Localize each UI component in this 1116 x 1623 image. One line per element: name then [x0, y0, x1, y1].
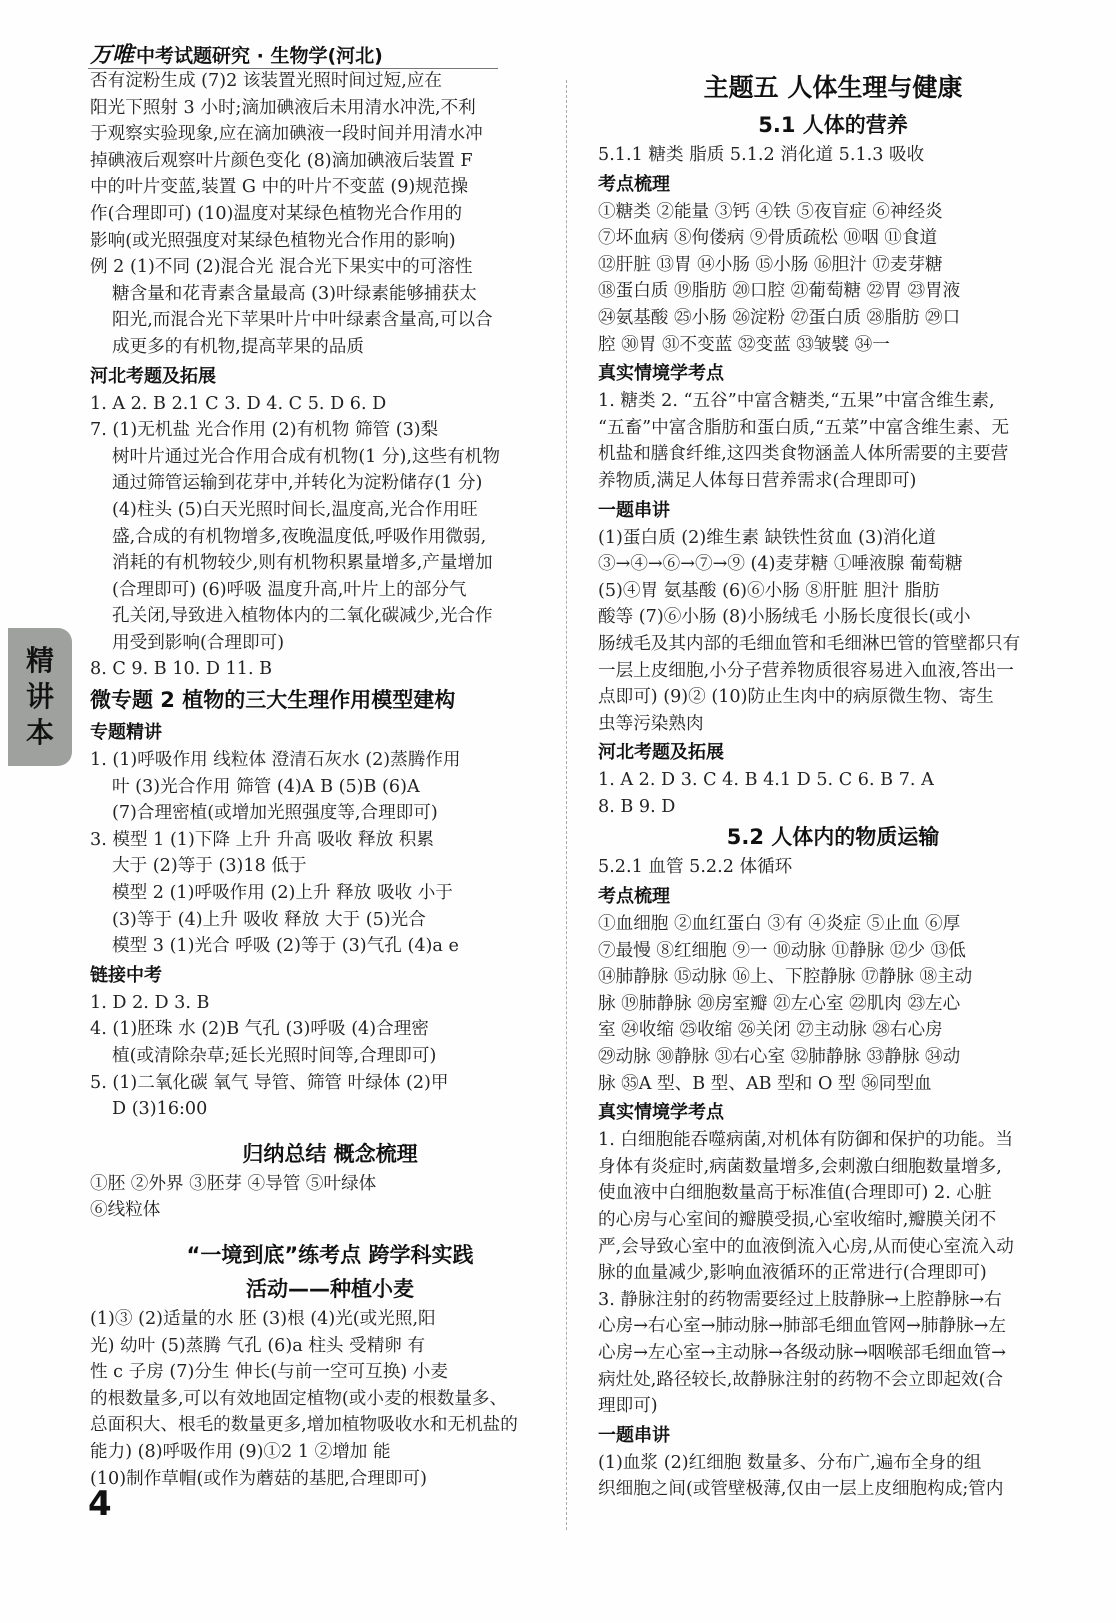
text-line: 总面积大、根毛的数量更多,增加植物吸收水和无机盐的 [90, 1415, 518, 1436]
text-line: 盛,合成的有机物增多,夜晚温度低,呼吸作用微弱, [112, 526, 487, 547]
text-line: 织细胞之间(或管壁极薄,仅由一层上皮细胞构成;管内 [598, 1479, 1004, 1500]
text-line: 孔关闭,导致进入植物体内的二氧化碳减少,光合作 [112, 606, 493, 627]
text-line: 1. A 2. B 2.1 C 3. D 4. C 5. D 6. D [90, 393, 387, 414]
section-heading: 链接中考 [90, 964, 162, 986]
text-line: 掉碘液后观察叶片颜色变化 (8)滴加碘液后装置 F [90, 150, 473, 171]
text-line: ⑫肝脏 ⑬胃 ⑭小肠 ⑮小肠 ⑯胆汁 ⑰麦芽糖 [598, 254, 943, 275]
text-line: 3. 模型 1 (1)下降 上升 升高 吸收 释放 积累 [90, 829, 434, 850]
section-heading: 考点梳理 [598, 173, 670, 195]
text-line: ⑱蛋白质 ⑲脂肪 ⑳口腔 ㉑葡萄糖 ㉒胃 ㉓胃液 [598, 281, 961, 302]
centered-heading: “一境到底”练考点 跨学科实践 [186, 1242, 474, 1267]
text-line: 作(合理即可) (10)温度对某绿色植物光合作用的 [90, 203, 463, 224]
text-line: 养物质,满足人体每日营养需求(合理即可) [598, 470, 917, 491]
text-line: 8. B 9. D [598, 796, 676, 817]
text-line: 光) 幼叶 (5)蒸腾 气孔 (6)a 柱头 受精卵 有 [90, 1335, 426, 1356]
text-line: 成更多的有机物,提高苹果的品质 [112, 336, 364, 357]
right-column [598, 68, 1068, 1503]
text-line: 点即可) (9)② (10)防止生肉中的病原微生物、寄生 [598, 687, 994, 708]
section-heading: 河北考题及拓展 [598, 742, 724, 764]
text-line: 5. (1)二氧化碳 氧气 导管、筛管 叶绿体 (2)甲 [90, 1072, 449, 1093]
text-line: ⑦坏血病 ⑧佝偻病 ⑨骨质疏松 ⑩咽 ⑪食道 [598, 228, 938, 249]
text-line: 例 2 (1)不同 (2)混合光 混合光下果实中的可溶性 [90, 257, 473, 278]
text-line: 脉 ㉟A 型、B 型、AB 型和 O 型 ㊱同型血 [598, 1073, 932, 1094]
text-line: (5)④胃 氨基酸 (6)⑥小肠 ⑧肝脏 胆汁 脂肪 [598, 580, 940, 601]
section-heading: 真实情境学考点 [598, 1102, 724, 1124]
text-line: ㉔氨基酸 ㉕小肠 ㉖淀粉 ㉗蛋白质 ㉘脂肪 ㉙口 [598, 307, 961, 328]
text-line: 脉的血量减少,影响血液循环的正常进行(合理即可) [598, 1263, 987, 1284]
text-line: ①血细胞 ②血红蛋白 ③有 ④炎症 ⑤止血 ⑥厚 [598, 914, 961, 935]
text-line: 中的叶片变蓝,装置 G 中的叶片不变蓝 (9)规范操 [90, 177, 469, 198]
text-line: (3)等于 (4)上升 吸收 释放 大于 (5)光合 [112, 909, 426, 930]
spacer [90, 1123, 570, 1137]
text-line: 树叶片通过光合作用合成有机物(1 分),这些有机物 [112, 446, 500, 467]
text-line: “五畜”中富含脂肪和蛋白质,“五菜”中富含维生素、无 [598, 417, 1010, 438]
page-header [90, 38, 383, 68]
text-line: 模型 3 (1)光合 呼吸 (2)等于 (3)气孔 (4)a e [112, 936, 459, 957]
text-line: (1)蛋白质 (2)维生素 缺铁性贫血 (3)消化道 [598, 527, 936, 548]
text-line: (1)血浆 (2)红细胞 数量多、分布广,遍布全身的组 [598, 1452, 982, 1473]
text-line: 叶 (3)光合作用 筛管 (4)A B (5)B (6)A [112, 776, 420, 797]
section-heading: 考点梳理 [598, 886, 670, 908]
centered-heading: 活动——种植小麦 [246, 1276, 414, 1301]
section-heading: 专题精讲 [90, 722, 162, 744]
text-line: 虫等污染熟肉 [598, 713, 704, 734]
text-line: 消耗的有机物较少,则有机物积累量增多,产量增加 [112, 553, 493, 574]
book-title: 中考试题研究 · 生物学(河北) [136, 45, 383, 67]
text-line: 否有淀粉生成 (7)2 该装置光照时间过短,应在 [90, 71, 442, 91]
text-line: 3. 静脉注射的药物需要经过上肢静脉→上腔静脉→右 [598, 1289, 1002, 1310]
text-line: 于观察实验现象,应在滴加碘液一段时间并用清水冲 [90, 124, 483, 145]
brand-logo: 万唯 [90, 43, 135, 68]
text-line: D (3)16:00 [112, 1099, 208, 1120]
text-line: ①糖类 ②能量 ③钙 ④铁 ⑤夜盲症 ⑥神经炎 [598, 201, 943, 222]
text-line: 病灶处,路径较长,故静脉注射的药物不会立即起效(合 [598, 1369, 1004, 1390]
text-line: 心房→右心室→肺动脉→肺部毛细血管网→肺静脉→左 [598, 1316, 1006, 1337]
text-line: (合理即可) (6)呼吸 温度升高,叶片上的部分气 [112, 579, 467, 600]
side-tab-char: 本 [25, 716, 54, 749]
text-line: 5.1.1 糖类 脂质 5.1.2 消化道 5.1.3 吸收 [598, 145, 925, 165]
text-line: 脉 ⑲肺静脉 ⑳房室瓣 ㉑左心室 ㉒肌肉 ㉓左心 [598, 993, 961, 1014]
text-line: 酸等 (7)⑥小肠 (8)小肠绒毛 小肠长度很长(或小 [598, 607, 971, 628]
text-line: 室 ㉔收缩 ㉕收缩 ㉖关闭 ㉗主动脉 ㉘右心房 [598, 1020, 943, 1041]
text-line: ③→④→⑥→⑦→⑨ (4)麦芽糖 ①唾液腺 葡萄糖 [598, 554, 963, 575]
text-line: 8. C 9. B 10. D 11. B [90, 659, 273, 680]
text-line: (4)柱头 (5)白天光照时间长,温度高,光合作用旺 [112, 499, 478, 520]
text-line: 1. D 2. D 3. B [90, 992, 210, 1013]
section-heading: 河北考题及拓展 [90, 365, 216, 387]
text-line: 用受到影响(合理即可) [112, 632, 285, 653]
text-line: 性 c 子房 (7)分生 伸长(与前一空可互换) 小麦 [90, 1362, 448, 1383]
text-line: 的根数量多,可以有效地固定植物(或小麦的根数量多、 [90, 1388, 508, 1409]
text-line: 1. (1)呼吸作用 线粒体 澄清石灰水 (2)蒸腾作用 [90, 750, 461, 771]
centered-heading: 5.1 人体的营养 [758, 113, 908, 137]
side-tab-char: 精 [25, 644, 54, 677]
text-line: 1. A 2. D 3. C 4. B 4.1 D 5. C 6. B 7. A [598, 770, 934, 791]
topic-heading: 微专题 2 植物的三大生理作用模型建构 [90, 688, 456, 713]
text-line: ①胚 ②外界 ③胚芽 ④导管 ⑤叶绿体 [90, 1173, 377, 1194]
centered-heading: 归纳总结 概念梳理 [242, 1141, 418, 1166]
section-heading: 一题串讲 [598, 1424, 670, 1446]
text-line: 大于 (2)等于 (3)18 低于 [112, 856, 307, 877]
text-line: 1. 糖类 2. “五谷”中富含糖类,“五果”中富含维生素, [598, 391, 995, 412]
spacer [90, 1224, 570, 1238]
text-line: 心房→左心室→主动脉→各级动脉→咽喉部毛细血管→ [598, 1342, 1006, 1363]
text-line: 能力) (8)呼吸作用 (9)①2 1 ②增加 能 [90, 1441, 391, 1462]
section-heading: 真实情境学考点 [598, 363, 724, 385]
side-tab-char: 讲 [25, 680, 54, 713]
text-line: 一层上皮细胞,小分子营养物质很容易进入血液,答出一 [598, 660, 1014, 681]
text-line: (1)③ (2)适量的水 胚 (3)根 (4)光(或光照,阳 [90, 1308, 436, 1329]
side-tab [8, 628, 72, 766]
text-line: 4. (1)胚珠 水 (2)B 气孔 (3)呼吸 (4)合理密 [90, 1019, 429, 1040]
text-line: 1. 白细胞能吞噬病菌,对机体有防御和保护的功能。当 [598, 1130, 1014, 1151]
page-number: 4 [88, 1484, 112, 1524]
text-line: 身体有炎症时,病菌数量增多,会刺激白细胞数量增多, [598, 1156, 1002, 1177]
left-column [90, 68, 570, 1492]
text-line: 肠绒毛及其内部的毛细血管和毛细淋巴管的管壁都只有 [598, 633, 1021, 654]
text-line: ⑦最慢 ⑧红细胞 ⑨一 ⑩动脉 ⑪静脉 ⑫少 ⑬低 [598, 940, 966, 961]
text-line: 阳光下照射 3 小时;滴加碘液后未用清水冲洗,不利 [90, 97, 476, 118]
chapter-title: 主题五 人体生理与健康 [703, 73, 963, 102]
text-line: ⑥线粒体 [90, 1200, 161, 1221]
text-line: 机盐和膳食纤维,这四类食物涵盖人体所需要的主要营 [598, 444, 1009, 465]
text-line: 理即可) [598, 1396, 658, 1417]
text-line: (10)制作草帽(或作为蘑菇的基肥,合理即可) [90, 1468, 427, 1489]
text-line: 植(或清除杂草;延长光照时间等,合理即可) [112, 1046, 437, 1066]
text-line: 通过筛管运输到花芽中,并转化为淀粉储存(1 分) [112, 473, 483, 494]
text-line: 严,会导致心室中的血液倒流入心房,从而使心室流入动 [598, 1236, 1014, 1257]
text-line: ㉙动脉 ㉚静脉 ㉛右心室 ㉜肺静脉 ㉝静脉 ㉞动 [598, 1047, 961, 1068]
text-line: 糖含量和花青素含量最高 (3)叶绿素能够捕获太 [112, 283, 477, 304]
centered-heading: 5.2 人体内的物质运输 [726, 825, 940, 850]
text-line: 5.2.1 血管 5.2.2 体循环 [598, 857, 793, 878]
text-line: 7. (1)无机盐 光合作用 (2)有机物 筛管 (3)梨 [90, 420, 439, 441]
section-heading: 一题串讲 [598, 499, 670, 521]
text-line: 的心房与心室间的瓣膜受损,心室收缩时,瓣膜关闭不 [598, 1210, 997, 1230]
text-line: 影响(或光照强度对某绿色植物光合作用的影响) [90, 230, 456, 251]
text-line: 模型 2 (1)呼吸作用 (2)上升 释放 吸收 小于 [112, 883, 453, 904]
text-line: (7)合理密植(或增加光照强度等,合理即可) [112, 803, 438, 824]
text-line: 阳光,而混合光下苹果叶片中叶绿素含量高,可以合 [112, 310, 493, 331]
text-line: 使血液中白细胞数量高于标准值(合理即可) 2. 心脏 [598, 1183, 992, 1204]
text-line: 腔 ㉚胃 ㉛不变蓝 ㉜变蓝 ㉝皱襞 ㉞一 [598, 334, 890, 355]
text-line: ⑭肺静脉 ⑮动脉 ⑯上、下腔静脉 ⑰静脉 ⑱主动 [598, 967, 973, 988]
